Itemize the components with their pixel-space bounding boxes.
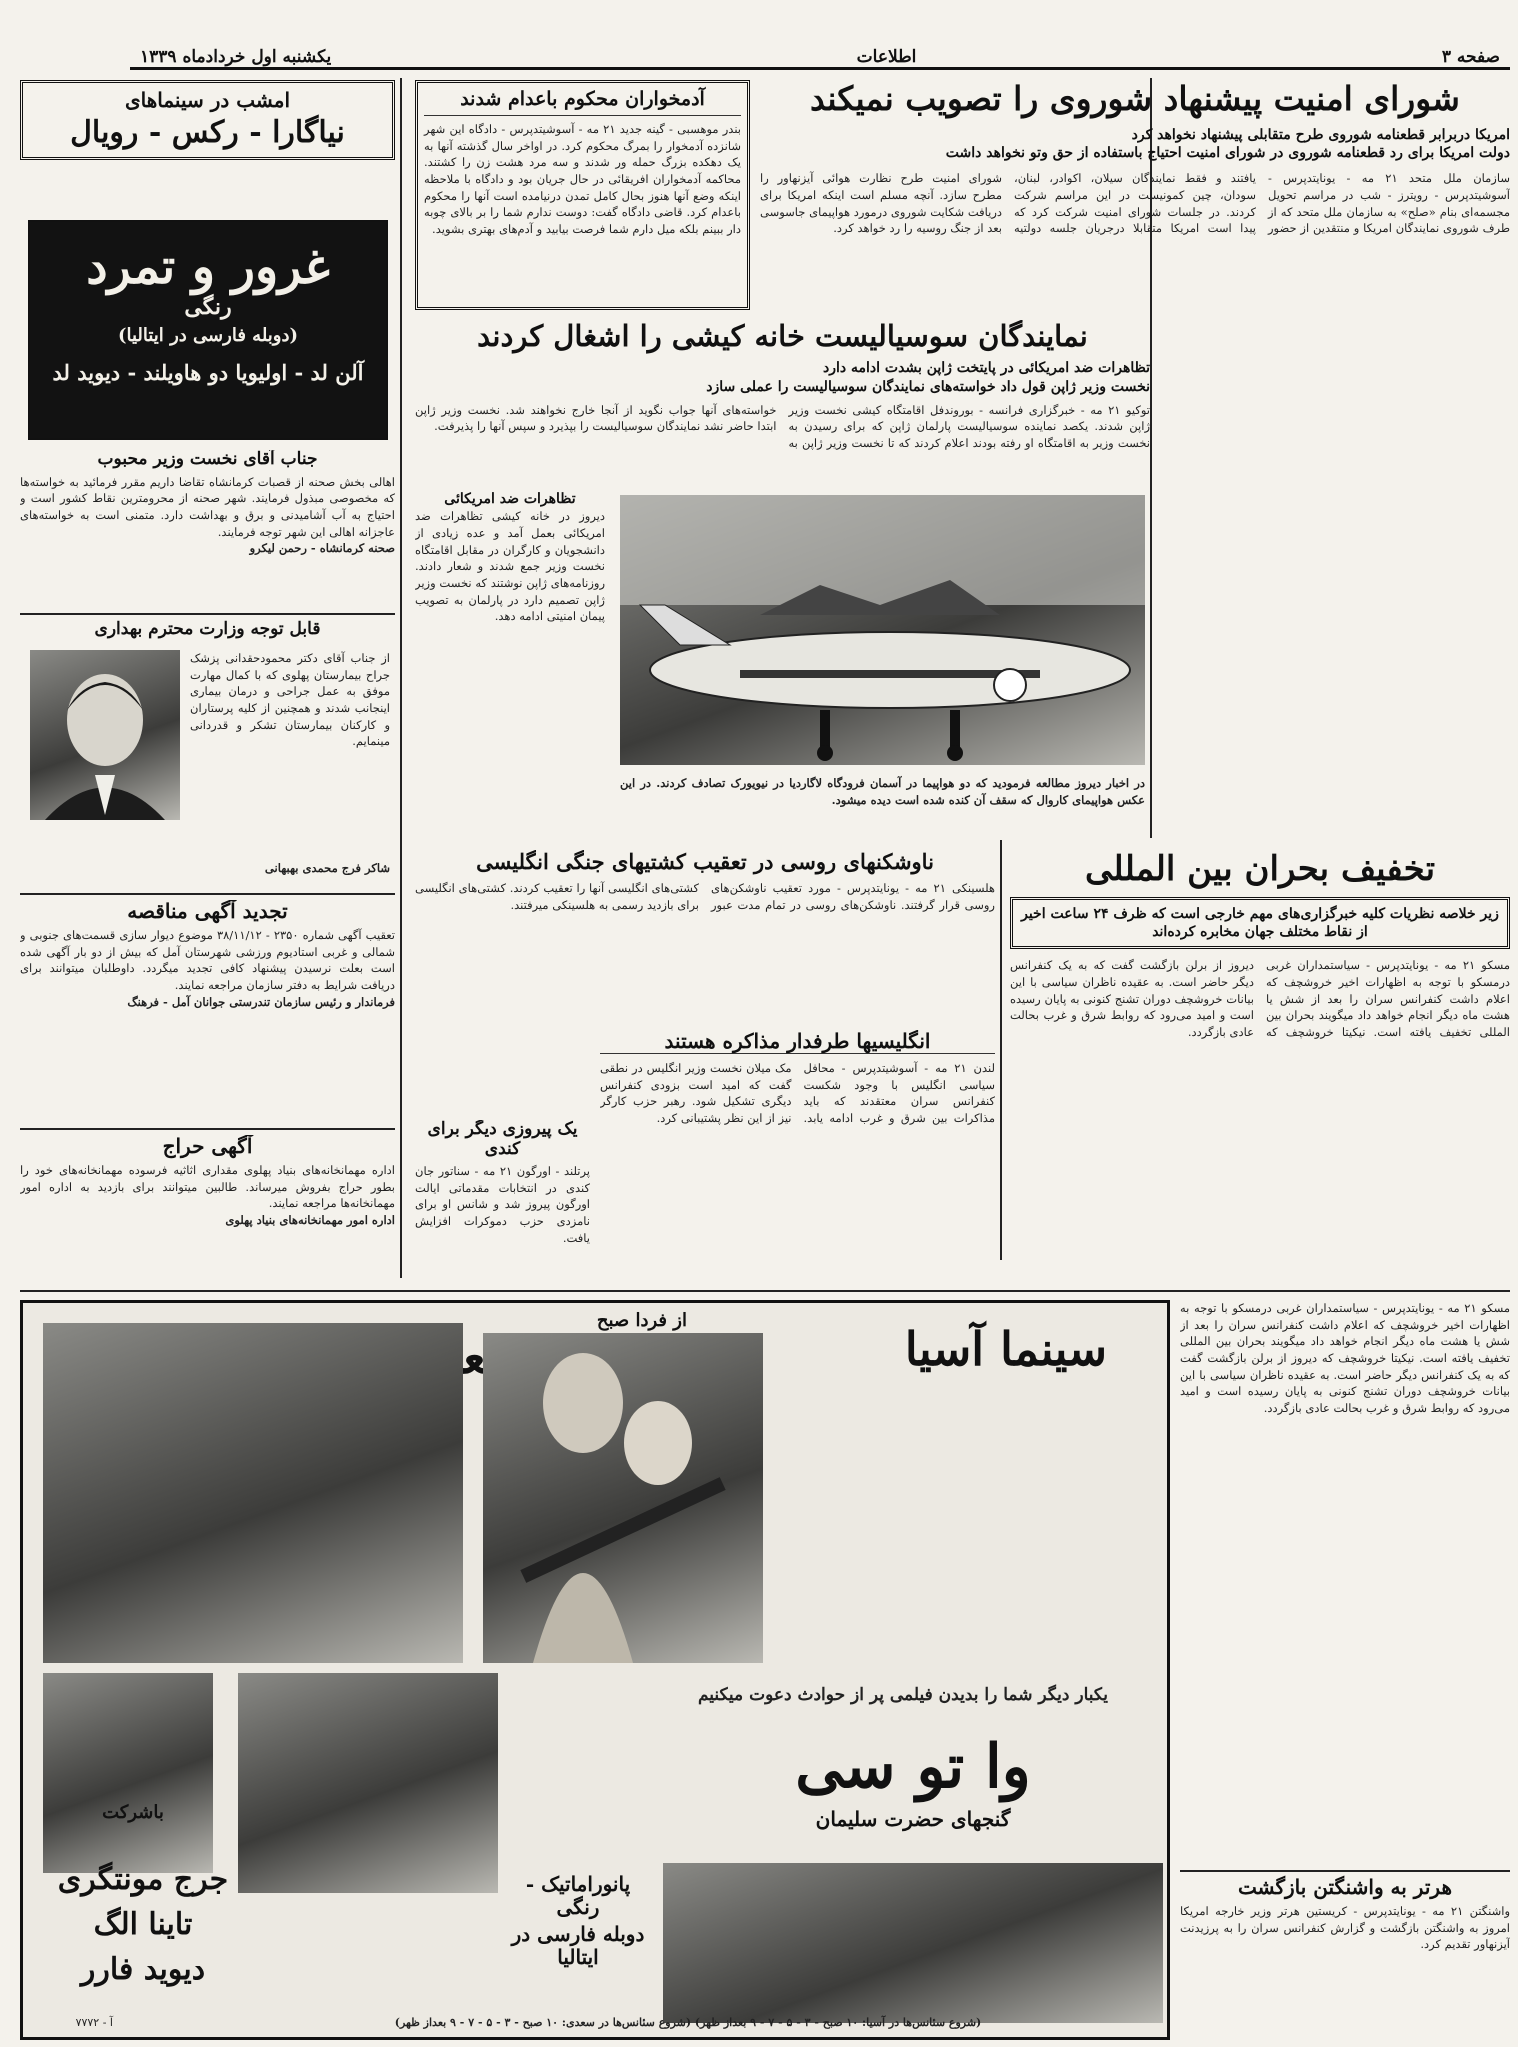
column-rule <box>400 78 402 1278</box>
britain-headline: انگلیسیها طرفدار مذاکره هستند <box>600 1030 995 1054</box>
japan-sidebar <box>415 490 605 830</box>
ship-body: هلسینکی ۲۱ مه - یونایتدپرس - مورد تعقیب ناوشکن‌های روسی قرار گرفتند. ناوشکن‌های روسی در تمام مدت عبور کشتی‌های انگلیسی آنها را تعقیب کردند. کشتی‌های انگلیسی برای بازدید رسمی به هلسینکی میرفتند. <box>415 881 995 912</box>
issue-date: یکشنبه اول خردادماه ۱۳۳۹ <box>140 47 332 67</box>
cinema-saadi-name: سعدی <box>403 1330 525 1384</box>
tender-notice <box>20 900 395 1130</box>
plane-crash-photo <box>620 495 1145 765</box>
tender-body: تعقیب آگهی شماره ۲۳۵۰ - ۳۸/۱۱/۱۲ موضوع دیوار سازی قسمت‌های جنوبی و شمالی و غربی استادیوم ورزشی شهرستان آمل که بیش از دو بار آگهی شده است بعلت نرسیدن پیشنهاد کافی تجدید میگردد. داوطلبان میتوانند برای دریافت شرایط به دفتر سازمان مراجعه نمایند. <box>20 928 395 993</box>
execution-headline: آدمخواران محکوم باعدام شدند <box>424 89 741 116</box>
execution-body: بندر موهسبی - گینه جدید ۲۱ مه - آسوشیتدپرس - دادگاه این شهر شانزده آدمخوار را بمرگ محکوم کرد. در اواخر سال گذشته آنها به یک دهکده بزرگ حمله ور شدند و سه مرد هشت زن را کشتند. محاکمه آدمخواران افریقائی در حال جریان بود و دادگاه با ملاحظه اینکه وضع آنها هنوز بحال کامل تمدن درنیامده است آنها را محکوم باعدام کرد. قاضی دادگاه گفت: دوست ندارم شما را بر بالای چوبه دار ببینم بلکه میل دارم شما فرصت بیابید و آدم‌های بهتری بشوید. <box>424 121 741 236</box>
airplane-illustration <box>620 495 1145 765</box>
ship-headline: ناوشکنهای روسی در تعقیب کشتیهای جنگی انگلیسی <box>476 850 934 874</box>
ad-code: آ - ۷۷۷۲ <box>75 2016 113 2030</box>
health-signature: شاکر فرج محمدی بهبهانی <box>264 861 390 875</box>
minister-body: اهالی بخش صحنه از قصبات کرمانشاه تقاضا داریم مقرر فرمائید به خواسته‌ها که مخصوصی مبذول فرمایند. شهر صحنه از محرومترین نقاط کشور است و احتیاج به آب آشامیدنی و برق و بهداشت دارد. متمنی است به خواسته‌های عاجزانه اهالی این شهر توجه فرمایند. <box>20 474 395 539</box>
section-rule <box>20 1290 1510 1292</box>
lead-body: سازمان ملل متحد ۲۱ مه - یونایتدپرس - آسوشیتدپرس - رویترز - شب در مراسم تحویل مجسمه‌ای بنام «صلح» به سازمان ملل متحد که از طرف شوروی نمایندگان امریکا و منتقدین از حضور یافتند و فقط نمایندگان سیلان، اکوادر، لبنان، سودان، چین کمونیست در این مراسم شرکت کردند. در جلسات شورای امنیت شرکت کرد که پیدا است امریکا متقابلا درجریان جلسه دولتیه شورای امنیت طرح نظارت هوائی آیزنهاور را مطرح سازد. آنچه مسلم است اینکه امریکا برای دریافت شکایت شوروی درمورد هواپیمای جاسوسی بعد از جنگ روسیه را رد خواهد کرد. <box>760 171 1510 236</box>
crisis-article-start <box>1010 850 1510 1280</box>
from-tomorrow: از فردا صبح <box>596 1310 687 1331</box>
washington-headline: هرتر به واشنگتن بازگشت <box>1238 1875 1452 1899</box>
health-headline: قابل توجه وزارت محترم بهداری <box>94 620 321 639</box>
minister-headline: جناب آقای نخست وزیر محبوب <box>97 450 318 469</box>
japan-subheading: نخست وزیر ژاپن قول داد خواسته‌های نمایندگان سوسیالیست را عملی سازد <box>706 378 1150 395</box>
page-number: صفحه ۳ <box>1441 47 1500 67</box>
washington-body: واشنگتن ۲۱ مه - یونایتدپرس - کریستین هرتر وزیر خارجه امریکا امروز به واشنگتن بازگشت و گزارش کنفرانس سران را به پرزیدنت آیزنهاور تقدیم کرد. <box>1180 1904 1510 1952</box>
britain-article <box>600 1030 995 1280</box>
film-poster <box>28 220 388 440</box>
cast-member: تاینا الگ <box>93 1907 193 1942</box>
tender-headline: تجدید آگهی مناقصه <box>127 900 288 923</box>
cast-member: جرج مونتگری <box>57 1862 229 1897</box>
kiss-scene-photo <box>43 1673 213 1873</box>
sidebar-body: دیروز در خانه کیشی تظاهرات ضد امریکائی بعمل آمد و عده زیادی از دانشجویان و کارگران در مقابل اقامتگاه نخست وزیر جمع شدند و شعار دادند. روزنامه‌های ژاپن نوشتند که نخست وزیر ژاپن تصمیم دارد در پارلمان به تصویب پیمان امنیتی ادامه دهد. <box>415 509 605 624</box>
crisis-headline: تخفیف بحران بین المللی <box>1084 850 1436 889</box>
execution-article <box>415 80 750 310</box>
battle-scene-photo <box>663 1863 1163 2023</box>
lead-subheading: امریکا دربرابر قطعنامه شوروی طرح متقابلی پیشنهاد نخواهد کرد <box>1131 126 1510 143</box>
crisis-body-continued: مسکو ۲۱ مه - یونایتدپرس - سیاستمداران غربی درمسکو با توجه به اظهارات اخیر خروشچف که اعلام داشت کنفرانس سران را بعد از شش یا هشت ماه دیگر انجام خواهد داد میگویند بحران بین المللی تخفیف یافته است. نیکیتا خروشچف که دیروز از برلن بازگشت گفت که به یک کنفرانس دیگر حاضر است. به عقیده ناظران سیاسی با این بیانات خروشچف دوران تشنج کنونی به پایان رسیده است و امید می‌رود که روابط شرق و غرب بحالت عادی بازگردد. <box>1180 1301 1510 1416</box>
kennedy-body: پرتلند - اورگون ۲۱ مه - سناتور جان کندی در انتخابات مقدماتی ایالت اورگون پیروز شد و شانس او برای نامزدی حزب دموکرات افزایش یافت. <box>415 1164 590 1245</box>
lead-headline: شورای امنیت پیشنهاد شوروی را تصویب نمیکند <box>810 80 1460 118</box>
auction-body: اداره مهمانخانه‌های بنیاد پهلوی مقداری اثاثیه فرسوده مهمانخانه‌های خود را بطور حراج بفروش میرساند. طالبین میتوانند برای بازدید به اداره امور مهمانخانه‌ها مراجعه نمایند. <box>20 1163 395 1211</box>
film-cast: آلن لد - اولیویا دو هاویلند - دیوید لد <box>52 360 364 386</box>
japan-body: توکیو ۲۱ مه - خبرگزاری فرانسه - بوروندفل اقامتگاه کیشی نخست وزیر ژاپن شدند. یکصد نماینده سوسیالیست پارلمان ژاپن که برای رسیدن به نخست وزیر به اقامتگاه او رفته بودند اعلام کردند که تا نخست وزیر ژاپن به خواسته‌های آنها جواب نگوید از آنجا خارج نخواهند شد. نخست وزیر ژاپن ابتدا حاضر نشد نمایندگان سوسیالیست را بپذیرد و سپس آنها را پذیرفت. <box>415 402 1150 451</box>
japan-headline: نمایندگان سوسیالیست خانه کیشی را اشغال کردند <box>477 320 1088 353</box>
crisis-subheading: زیر خلاصه نظریات کلیه خبرگزاری‌های مهم خارجی است که ظرف ۲۴ ساعت اخیر از نقاط مختلف جهان مخابره کرده‌اند <box>1010 897 1510 949</box>
film-color: رنگی <box>184 294 232 321</box>
cinema-names: نیاگارا - رکس - رویال <box>70 115 345 150</box>
movie-format: پانوراماتیک - رنگی <box>525 1872 631 1919</box>
movie-advertisement <box>20 1300 1170 2040</box>
ship-pursuit-article <box>415 850 995 1025</box>
column-rule <box>1000 840 1002 1260</box>
washington-article <box>1180 1870 1510 2040</box>
ad-tagline: یکبار دیگر شما را بدیدن فیلمی پر از حوادث دعوت میکنیم <box>697 1685 1109 1705</box>
cinema-listing-box <box>20 80 395 160</box>
jungle-scene-photo <box>43 1323 463 1663</box>
kennedy-article <box>415 1120 590 1280</box>
portrait-illustration <box>30 650 180 820</box>
film-title: غرور و تمرد <box>86 239 330 295</box>
auction-headline: آگهی حراج <box>162 1135 253 1158</box>
film-dubbing: (دوبله فارسی در ایتالیا) <box>117 325 299 347</box>
showtimes: (شروع سئانس‌ها در آسیا: ۱۰ صبح - ۳ - ۵ - ۷ - ۹ بعداز ظهر) (شروع سئانس‌ها در سعدی: ۱۰ صبح - ۳ - ۵ - ۷ - ۹ بعداز ظهر) <box>394 2016 982 2030</box>
minister-signature: صحنه کرمانشاه - رحمن لیکرو <box>249 541 395 556</box>
kennedy-headline: یک پیروزی دیگر برای کندی <box>427 1120 578 1159</box>
auction-notice <box>20 1135 395 1285</box>
photo-caption: در اخبار دیروز مطالعه فرمودید که دو هواپیما در آسمان فرودگاه لاگاردیا در نیویورک تصادف کردند. در این عکس هواپیمای کاروال که سقف آن کنده شده است دیده میشود. <box>620 776 1145 807</box>
health-notice <box>20 620 395 895</box>
britain-body: لندن ۲۱ مه - آسوشیتدپرس - محافل سیاسی انگلیس با وجود شکست کنفرانس سران معتقدند که باید مذاکرات بین شرق و غرب ادامه یابد. مک میلان نخست وزیر انگلیس در نطقی گفت که امید است بزودی کنفرانس دیگری تشکیل شود. رهبر حزب کارگر نیز از این نظر پشتیبانی کرد. <box>600 1061 995 1126</box>
minister-letter <box>20 450 395 615</box>
movie-title: وا تو سی <box>795 1732 1031 1802</box>
actor-couple-photo <box>483 1333 763 1663</box>
masthead-bar <box>130 46 1510 70</box>
japan-subheading: تظاهرات ضد امریکائی در پایتخت ژاپن بشدت ادامه دارد <box>823 360 1150 377</box>
tonight-label: امشب در سینماهای <box>124 88 291 112</box>
lead-subheading: دولت امریکا برای رد قطعنامه شوروی در شورای امنیت احتیاج باستفاده از حق وتو نخواهد داشت <box>945 145 1510 162</box>
movie-subtitle: گنجهای حضرت سلیمان <box>815 1807 1011 1831</box>
crisis-continuation <box>1180 1300 1510 1860</box>
crisis-body: مسکو ۲۱ مه - یونایتدپرس - سیاستمداران غربی درمسکو با توجه به اظهارات اخیر خروشچف که اعلام داشت کنفرانس سران را بعد از شش یا هشت ماه دیگر انجام خواهد داد میگویند بحران بین المللی تخفیف یافته است. نیکیتا خروشچف که دیروز از برلن بازگشت گفت که به یک کنفرانس دیگر حاضر است. به عقیده ناظران سیاسی با این بیانات خروشچف دوران تشنج کنونی به پایان رسیده است و امید می‌رود که روابط شرق و غرب بحالت عادی بازگردد. <box>1010 958 1510 1040</box>
japan-article <box>415 320 1150 840</box>
doctor-portrait <box>30 650 180 820</box>
expedition-photo <box>238 1673 498 1893</box>
cast-with-label: باشرکت <box>102 1802 164 1823</box>
sidebar-heading: تظاهرات ضد امریکائی <box>444 491 576 507</box>
auction-signature: اداره امور مهمانخانه‌های بنیاد پهلوی <box>225 1213 395 1228</box>
cast-member: دیوید فارر <box>80 1952 206 1987</box>
tender-signature: فرماندار و رئیس سازمان تندرستی جوانان آمل - فرهنگ <box>127 994 395 1009</box>
cinema-asia-name: سینما آسیا <box>904 1322 1107 1376</box>
health-body: از جناب آقای دکتر محمودحقدانی پزشک جراح بیمارستان پهلوی که با کمال مهارت موفق به عمل جراحی و درمان بیماری اینجانب شدند و همچنین از کلیه پرستاران و کارکنان بیمارستان تشکر و قدردانی مینمایم. <box>190 651 390 749</box>
movie-dubbing: دوبله فارسی در ایتالیا <box>511 1922 645 1969</box>
couple-illustration <box>483 1333 763 1663</box>
paper-name: اطلاعات <box>856 47 917 67</box>
